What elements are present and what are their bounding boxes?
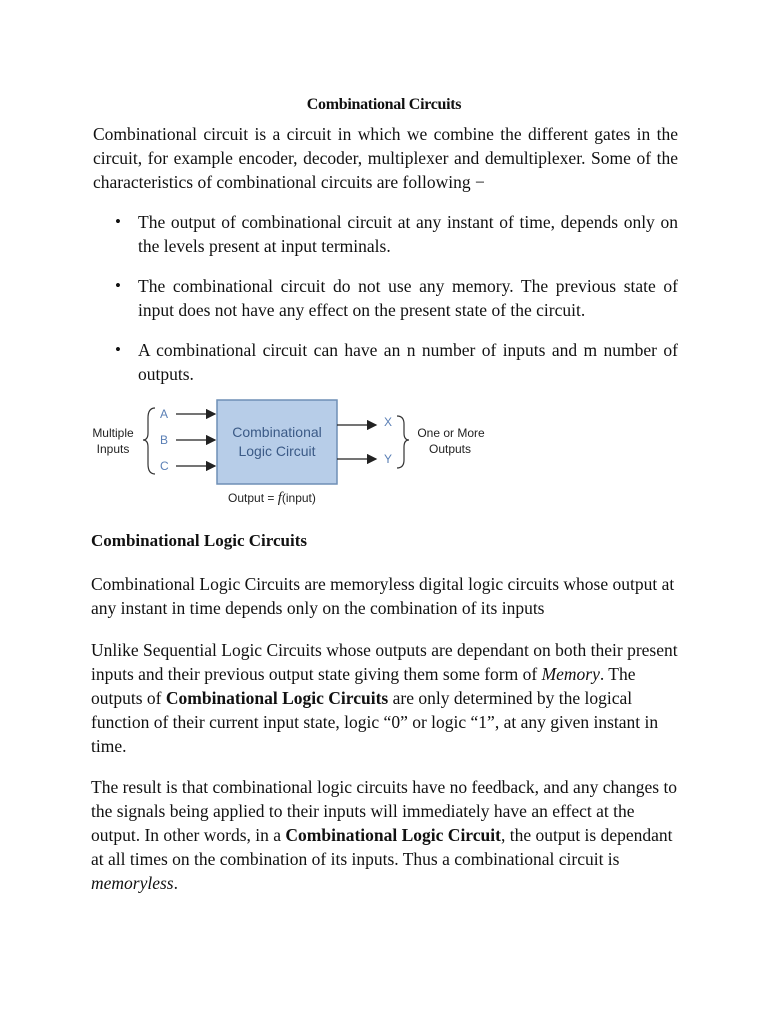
list-item (93, 338, 678, 386)
paragraph-3-bold-term: Combinational Logic Circuit (285, 825, 501, 845)
bullet-icon: • (115, 212, 121, 231)
combinational-circuit-diagram (88, 398, 498, 513)
section-heading: Combinational Logic Circuits (91, 531, 307, 550)
paragraph-3-text-b: , the output is dependant at all times on the combination of its inputs. Thus a combinational circuit is (91, 825, 673, 869)
outputs-label-line2: Outputs (428, 442, 472, 456)
list-item-text: The output of combinational circuit at any instant of time, depends only on the levels present at input terminals. (138, 212, 678, 256)
page-title: Combinational Circuits (306, 96, 462, 113)
output-formula (228, 490, 316, 506)
paragraph-2 (91, 638, 678, 758)
intro-paragraph: Combinational circuit is a circuit in which we combine the different gates in the circuit, for example encoder, decoder, multiplexer and demultiplexer. Some of the characteristics of combinational circuits are following − (93, 124, 678, 192)
paragraph-2-text-c: are only determined by the logical function of their current input state, logic “0” or logic “1”, at any given instant in time. (91, 688, 659, 756)
logic-circuit-block (217, 400, 337, 484)
paragraph-3 (91, 775, 678, 895)
memoryless-emphasis: memoryless (91, 873, 174, 893)
paragraph-1: Combinational Logic Circuits are memoryless digital logic circuits whose output at any instant in time depends only on the combination of its inputs (91, 574, 675, 618)
bullet-icon: • (115, 276, 121, 295)
formula-prefix: Output = (228, 491, 278, 505)
outputs-brace-icon (397, 416, 409, 468)
paragraph-2-text-b: . The outputs of (91, 664, 636, 708)
bullet-icon: • (115, 340, 121, 359)
input-c-label: C (160, 459, 169, 473)
block-label-line1: Combinational (232, 424, 322, 440)
output-y-label: Y (384, 452, 393, 466)
list-item (93, 274, 678, 322)
paragraph-2-text-a: Unlike Sequential Logic Circuits whose outputs are dependant on both their present inputs and their previous output state giving them some form of (91, 640, 678, 684)
input-a-label: A (160, 407, 169, 421)
paragraph-3-end: . (173, 873, 178, 893)
memory-emphasis: Memory (541, 664, 600, 684)
list-item-text: A combinational circuit can have an n number of inputs and m number of outputs. (138, 340, 678, 384)
paragraph-2-bold-term: Combinational Logic Circuits (165, 688, 389, 708)
characteristics-list (93, 210, 678, 402)
formula-suffix: (input) (281, 491, 316, 505)
block-label-line2: Logic Circuit (238, 443, 316, 459)
inputs-label-line2: Inputs (96, 442, 130, 456)
output-x-label: X (384, 415, 393, 429)
list-item (93, 210, 678, 258)
paragraph-3-text-a: The result is that combinational logic circuits have no feedback, and any changes to the signals being applied to their inputs will immediately have an effect at the output. In other words, in a (91, 777, 678, 845)
list-item-text: The combinational circuit do not use any memory. The previous state of input does not have any effect on the present state of the circuit. (138, 276, 678, 320)
input-b-label: B (160, 433, 169, 447)
formula-f: f (277, 490, 282, 506)
inputs-brace-icon (143, 408, 155, 474)
inputs-label-line1: Multiple (92, 426, 134, 440)
outputs-label-line1: One or More (417, 426, 485, 440)
